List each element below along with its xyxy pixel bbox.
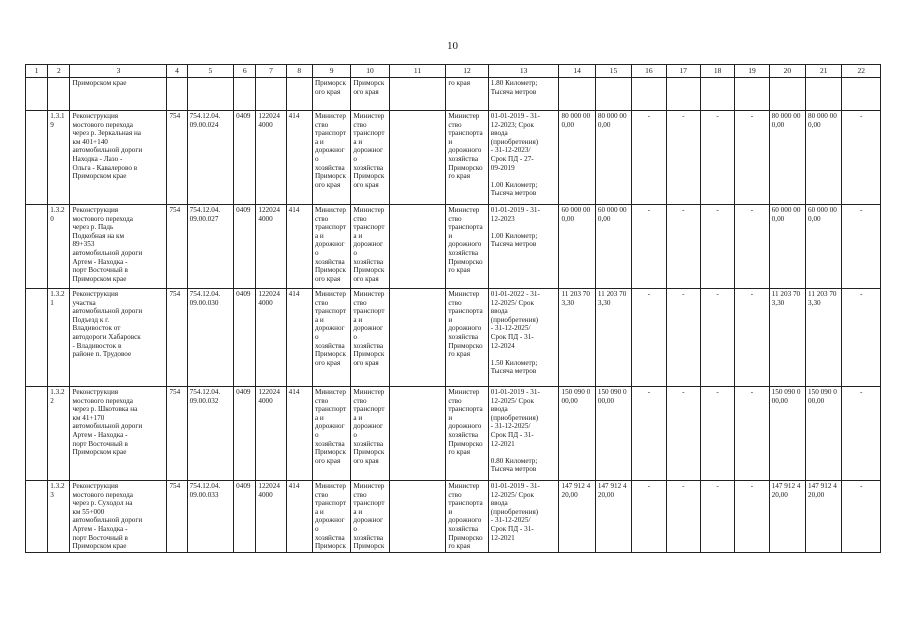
cell-state-customer: Приморск ого края	[351, 78, 389, 111]
cell-target-article: 122024 4000	[256, 111, 286, 205]
header-row	[26, 65, 881, 78]
cell-project-code: 754.12.04. 09.00.024	[187, 111, 233, 205]
cell-funding-2024: 11 203 70 3,30	[769, 289, 805, 387]
cell-target-article	[256, 78, 286, 111]
cell-responsible-executor: Министер ство транспорт а и дорожног о хозяйства Приморск	[312, 481, 350, 553]
cell-col-19: -	[735, 205, 769, 289]
cell-section-code: 0409	[234, 387, 256, 481]
cell-col-18: -	[700, 289, 734, 387]
cell-funding-2024: 80 000 00 0,00	[769, 111, 805, 205]
cell-section-code: 0409	[234, 481, 256, 553]
column-header: 11	[389, 65, 446, 78]
cell-col-16: -	[632, 289, 666, 387]
column-header: 18	[700, 65, 734, 78]
cell-period-and-capacity: 01-01-2019 - 31- 12-2023; Срок ввода (приобретения) - 31-12-2023/ Срок ПД - 27- 09-2019 1.00 Километр; Тысяча метров	[488, 111, 559, 205]
cell-row-num	[26, 78, 48, 111]
cell-cost-budget: 60 000 00 0,00	[595, 205, 631, 289]
cell-section-code: 0409	[234, 205, 256, 289]
cell-row-num	[26, 387, 48, 481]
cell-funding-2024-budget: 60 000 00 0,00	[806, 205, 842, 289]
cell-builder: Министер ство транспорта и дорожного хозяйства Приморско го края	[446, 289, 488, 387]
column-header: 10	[351, 65, 389, 78]
cell-grbs-code	[167, 78, 187, 111]
cell-funding-2024	[769, 78, 805, 111]
cell-funding-2024: 60 000 00 0,00	[769, 205, 805, 289]
cell-col-11	[389, 481, 446, 553]
cell-col-19: -	[735, 289, 769, 387]
cell-cost-budget: 80 000 00 0,00	[595, 111, 631, 205]
cell-cost-total	[559, 78, 595, 111]
cell-row-num	[26, 481, 48, 553]
column-header: 20	[769, 65, 805, 78]
cell-col-22: -	[842, 205, 881, 289]
cell-state-customer: Министер ство транспорт а и дорожног о хозяйства Приморск ого края	[351, 387, 389, 481]
cell-col-17: -	[666, 205, 700, 289]
cell-period-and-capacity: 01-01-2019 - 31- 12-2023 1.00 Километр; Тысяча метров	[488, 205, 559, 289]
cell-col-18: -	[700, 481, 734, 553]
budget-table	[25, 64, 881, 553]
column-header: 17	[666, 65, 700, 78]
cell-funding-2024-budget: 80 000 00 0,00	[806, 111, 842, 205]
cell-col-11	[389, 78, 446, 111]
cell-period-and-capacity: 1.80 Километр; Тысяча метров	[488, 78, 559, 111]
cell-responsible-executor: Министер ство транспорт а и дорожног о хозяйства Приморск ого края	[312, 111, 350, 205]
cell-col-19: -	[735, 111, 769, 205]
cell-funding-2024: 147 912 4 20,00	[769, 481, 805, 553]
cell-project-code	[187, 78, 233, 111]
cell-col-16: -	[632, 481, 666, 553]
cell-grbs-code: 754	[167, 205, 187, 289]
cell-grbs-code: 754	[167, 289, 187, 387]
cell-col-17: -	[666, 289, 700, 387]
cell-responsible-executor: Министер ство транспорт а и дорожног о хозяйства Приморск ого края	[312, 387, 350, 481]
cell-col-16: -	[632, 205, 666, 289]
table-row	[26, 387, 881, 481]
cell-grbs-code: 754	[167, 481, 187, 553]
cell-item-code: 1.3.20	[48, 205, 70, 289]
cell-item-code: 1.3.19	[48, 111, 70, 205]
cell-project-code: 754.12.04. 09.00.033	[187, 481, 233, 553]
cell-period-and-capacity: 01-01-2022 - 31- 12-2025/ Срок ввода (приобретения) - 31-12-2025/ Срок ПД - 31- 12-2024 1.50 Километр; Тысяча метров	[488, 289, 559, 387]
cell-target-article: 122024 4000	[256, 289, 286, 387]
column-header: 1	[26, 65, 48, 78]
cell-section-code	[234, 78, 256, 111]
cell-cost-budget	[595, 78, 631, 111]
cell-period-and-capacity: 01-01-2019 - 31- 12-2025/ Срок ввода (приобретения) - 31-12-2025/ Срок ПД - 31- 12-2021 0.80 Километр; Тысяча метров	[488, 387, 559, 481]
cell-col-19: -	[735, 387, 769, 481]
cell-cost-budget: 11 203 70 3,30	[595, 289, 631, 387]
cell-expense-type: 414	[286, 387, 312, 481]
column-header: 21	[806, 65, 842, 78]
cell-item-code: 1.3.22	[48, 387, 70, 481]
column-header: 2	[48, 65, 70, 78]
table-row	[26, 481, 881, 553]
page-number: 10	[447, 40, 458, 52]
cell-col-22: -	[842, 481, 881, 553]
cell-item-code: 1.3.21	[48, 289, 70, 387]
cell-col-16	[632, 78, 666, 111]
cell-builder: Министер ство транспорта и дорожного хозяйства Приморско го края	[446, 111, 488, 205]
column-header: 16	[632, 65, 666, 78]
cell-col-11	[389, 205, 446, 289]
column-header: 9	[312, 65, 350, 78]
cell-object-name: Реконструкция мостового перехода через р. Зеркальная на км 401+140 автомобильной дороги Находка - Лазо - Ольга - Кавалерово в Приморском крае	[70, 111, 167, 205]
cell-expense-type: 414	[286, 205, 312, 289]
cell-grbs-code: 754	[167, 387, 187, 481]
column-header: 6	[234, 65, 256, 78]
cell-object-name: Реконструкция мостового перехода через р. Падь Подкобная на км 89+353 автомобильной дороги Артем - Находка - порт Восточный в Приморском крае	[70, 205, 167, 289]
cell-object-name: Приморском крае	[70, 78, 167, 111]
table-row	[26, 289, 881, 387]
cell-funding-2024-budget	[806, 78, 842, 111]
cell-object-name: Реконструкция участка автомобильной дороги Подъезд к г. Владивосток от автодороги Хабаровск - Владивосток в районе п. Трудовое	[70, 289, 167, 387]
cell-state-customer: Министер ство транспорт а и дорожног о хозяйства Приморск ого края	[351, 205, 389, 289]
column-header: 8	[286, 65, 312, 78]
cell-row-num	[26, 205, 48, 289]
cell-funding-2024-budget: 150 090 0 00,00	[806, 387, 842, 481]
cell-col-17: -	[666, 111, 700, 205]
cell-responsible-executor: Министер ство транспорт а и дорожног о хозяйства Приморск ого края	[312, 289, 350, 387]
column-header: 5	[187, 65, 233, 78]
cell-col-22: -	[842, 387, 881, 481]
cell-row-num	[26, 111, 48, 205]
cell-col-17: -	[666, 481, 700, 553]
cell-object-name: Реконструкция мостового перехода через р. Суходол на км 55+000 автомобильной дороги Артем - Находка - порт Восточный в Приморском крае	[70, 481, 167, 553]
cell-col-19: -	[735, 481, 769, 553]
cell-project-code: 754.12.04. 09.00.027	[187, 205, 233, 289]
cell-expense-type: 414	[286, 111, 312, 205]
cell-funding-2024-budget: 147 912 4 20,00	[806, 481, 842, 553]
cell-col-11	[389, 387, 446, 481]
cell-builder: Министер ство транспорта и дорожного хозяйства Приморско го края	[446, 387, 488, 481]
cell-responsible-executor: Приморск ого края	[312, 78, 350, 111]
cell-state-customer: Министер ство транспорт а и дорожног о хозяйства Приморск ого края	[351, 289, 389, 387]
cell-cost-total: 147 912 4 20,00	[559, 481, 595, 553]
column-header: 3	[70, 65, 167, 78]
cell-col-16: -	[632, 111, 666, 205]
cell-col-11	[389, 289, 446, 387]
cell-period-and-capacity: 01-01-2019 - 31- 12-2025/ Срок ввода (приобретения) - 31-12-2025/ Срок ПД - 31- 12-2021	[488, 481, 559, 553]
cell-target-article: 122024 4000	[256, 481, 286, 553]
cell-col-17	[666, 78, 700, 111]
column-header: 19	[735, 65, 769, 78]
column-header: 12	[446, 65, 488, 78]
cell-col-18: -	[700, 205, 734, 289]
cell-section-code: 0409	[234, 111, 256, 205]
cell-cost-budget: 147 912 4 20,00	[595, 481, 631, 553]
table-row	[26, 205, 881, 289]
cell-section-code: 0409	[234, 289, 256, 387]
cell-cost-total: 80 000 00 0,00	[559, 111, 595, 205]
column-header: 7	[256, 65, 286, 78]
cell-target-article: 122024 4000	[256, 387, 286, 481]
cell-col-22: -	[842, 111, 881, 205]
cell-col-16: -	[632, 387, 666, 481]
column-header: 14	[559, 65, 595, 78]
cell-state-customer: Министер ство транспорт а и дорожног о хозяйства Приморск	[351, 481, 389, 553]
table-row	[26, 111, 881, 205]
cell-project-code: 754.12.04. 09.00.030	[187, 289, 233, 387]
column-header: 13	[488, 65, 559, 78]
cell-row-num	[26, 289, 48, 387]
cell-responsible-executor: Министер ство транспорт а и дорожног о хозяйства Приморск ого края	[312, 205, 350, 289]
cell-cost-total: 150 090 0 00,00	[559, 387, 595, 481]
cell-col-11	[389, 111, 446, 205]
cell-expense-type: 414	[286, 481, 312, 553]
cell-cost-budget: 150 090 0 00,00	[595, 387, 631, 481]
cell-col-22	[842, 78, 881, 111]
cell-builder: Министер ство транспорта и дорожного хозяйства Приморско го края	[446, 481, 488, 553]
cell-state-customer: Министер ство транспорт а и дорожног о хозяйства Приморск ого края	[351, 111, 389, 205]
cell-col-19	[735, 78, 769, 111]
cell-grbs-code: 754	[167, 111, 187, 205]
cell-item-code: 1.3.23	[48, 481, 70, 553]
cell-builder: го края	[446, 78, 488, 111]
cell-item-code	[48, 78, 70, 111]
column-header: 22	[842, 65, 881, 78]
column-header: 15	[595, 65, 631, 78]
cell-cost-total: 11 203 70 3,30	[559, 289, 595, 387]
cell-object-name: Реконструкция мостового перехода через р. Шкотовка на км 41+170 автомобильной дороги Артем - Находка - порт Восточный в Приморском крае	[70, 387, 167, 481]
cell-target-article: 122024 4000	[256, 205, 286, 289]
cell-expense-type	[286, 78, 312, 111]
cell-col-18: -	[700, 111, 734, 205]
cell-col-22: -	[842, 289, 881, 387]
cell-col-18	[700, 78, 734, 111]
cell-col-18: -	[700, 387, 734, 481]
cell-funding-2024: 150 090 0 00,00	[769, 387, 805, 481]
cell-expense-type: 414	[286, 289, 312, 387]
cell-cost-total: 60 000 00 0,00	[559, 205, 595, 289]
column-header: 4	[167, 65, 187, 78]
cell-col-17: -	[666, 387, 700, 481]
table-row	[26, 78, 881, 111]
cell-builder: Министер ство транспорта и дорожного хозяйства Приморско го края	[446, 205, 488, 289]
cell-project-code: 754.12.04. 09.00.032	[187, 387, 233, 481]
cell-funding-2024-budget: 11 203 70 3,30	[806, 289, 842, 387]
